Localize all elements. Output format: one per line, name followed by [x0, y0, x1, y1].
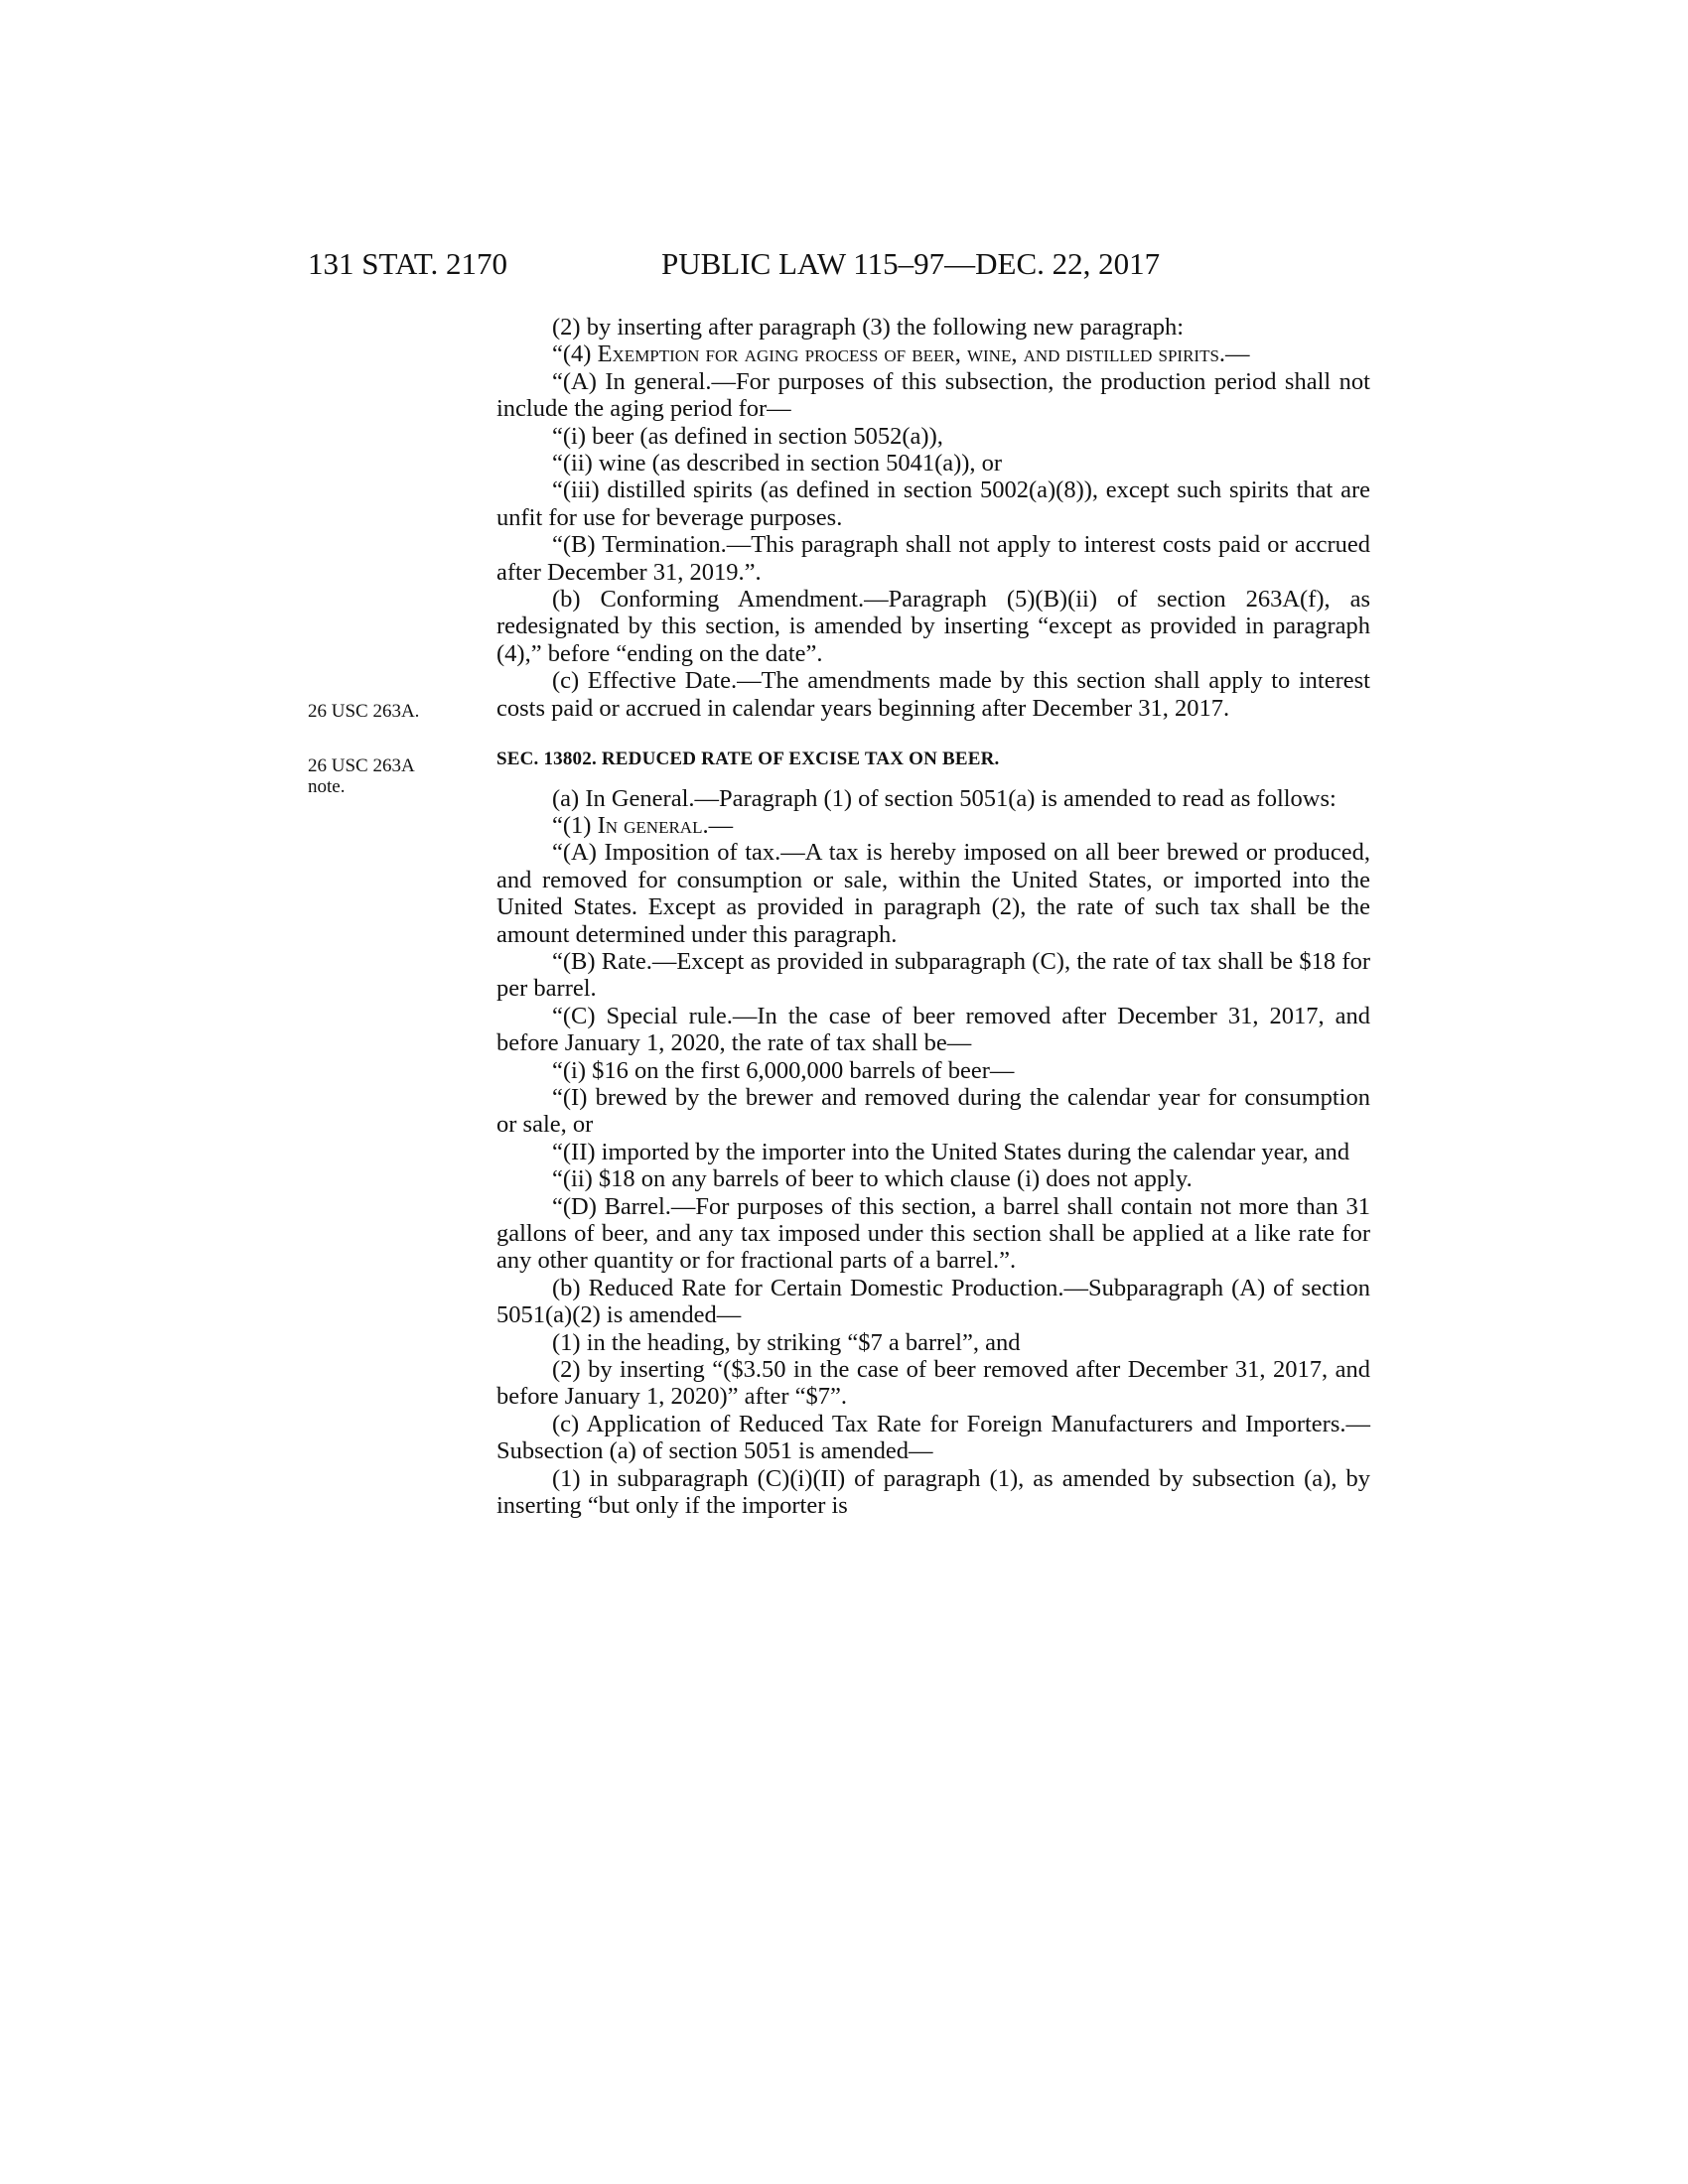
- paragraph-heading: “(4) Exemption for aging process of beer, wine, and distilled spirits.—: [552, 341, 1250, 368]
- public-law-title: PUBLIC LAW 115–97—DEC. 22, 2017: [661, 246, 1161, 281]
- subparagraph: “(D) Barrel.—For purposes of this section, a barrel shall contain not more than 31 gallons of beer, and any tax imposed under this section shall be applied at a like rate for any other quantity or for fractional parts of a barrel.”.: [496, 1192, 1370, 1275]
- margin-note-usc-263a: 26 USC 263A.: [308, 701, 420, 722]
- subparagraph: “(A) Imposition of tax.—A tax is hereby imposed on all beer brewed or produced, and removed for consumption or sale, within the United States, or imported into the United States. Except as provided in paragraph (2), the rate of such tax shall be the amount determined under this paragraph.: [496, 839, 1370, 948]
- subclause: “(II) imported by the importer into the United States during the calendar year, and: [552, 1138, 1350, 1165]
- running-header: [308, 246, 1370, 286]
- clause: “(i) beer (as defined in section 5052(a)),: [552, 422, 943, 450]
- subparagraph: “(B) Rate.—Except as provided in subparagraph (C), the rate of tax shall be $18 for per barrel.: [496, 947, 1370, 1003]
- subsection: (b) Conforming Amendment.—Paragraph (5)(B)(ii) of section 263A(f), as redesignated by this section, is amended by inserting “except as provided in paragraph (4),” before “ending on the date”.: [496, 586, 1370, 667]
- paragraph: (1) in subparagraph (C)(i)(II) of paragraph (1), as amended by subsection (a), by inserting “but only if the importer is: [496, 1464, 1370, 1520]
- clause: “(i) $16 on the first 6,000,000 barrels of beer—: [552, 1056, 1015, 1084]
- section-title: SEC. 13802. REDUCED RATE OF EXCISE TAX ON BEER.: [496, 749, 1000, 770]
- clause: “(ii) $18 on any barrels of beer to which clause (i) does not apply.: [552, 1165, 1193, 1193]
- paragraph-heading: “(1) In general.—: [552, 811, 734, 839]
- subparagraph: “(C) Special rule.—In the case of beer removed after December 31, 2017, and before January 1, 2020, the rate of tax shall be—: [496, 1002, 1370, 1057]
- subsection: (c) Effective Date.—The amendments made by this section shall apply to interest costs paid or accrued in calendar years beginning after December 31, 2017.: [496, 667, 1370, 722]
- subsection: (b) Reduced Rate for Certain Domestic Production.—Subparagraph (A) of section 5051(a)(2) is amended—: [496, 1274, 1370, 1329]
- paragraph: (2) by inserting “($3.50 in the case of beer removed after December 31, 2017, and before January 1, 2020)” after “$7”.: [496, 1356, 1370, 1411]
- subsection: (a) In General.—Paragraph (1) of section 5051(a) is amended to read as follows:: [552, 784, 1336, 812]
- clause: “(iii) distilled spirits (as defined in section 5002(a)(8)), except such spirits that are unfit for use for beverage purposes.: [496, 477, 1370, 531]
- margin-note-usc-263a-note: 26 USC 263A note.: [308, 755, 414, 797]
- subclause: “(I) brewed by the brewer and removed during the calendar year for consumption or sale, or: [496, 1083, 1370, 1139]
- subparagraph: “(B) Termination.—This paragraph shall not apply to interest costs paid or accrued after December 31, 2019.”.: [496, 531, 1370, 586]
- stat-page-number: 131 STAT. 2170: [308, 246, 508, 281]
- subsection: (c) Application of Reduced Tax Rate for Foreign Manufacturers and Importers.—Subsection (a) of section 5051 is amended—: [496, 1410, 1370, 1465]
- paragraph: (2) by inserting after paragraph (3) the following new paragraph:: [552, 314, 1185, 341]
- paragraph: (1) in the heading, by striking “$7 a barrel”, and: [552, 1328, 1021, 1356]
- document-body: [496, 314, 1370, 1519]
- subparagraph: “(A) In general.—For purposes of this subsection, the production period shall not include the aging period for—: [496, 367, 1370, 423]
- clause: “(ii) wine (as described in section 5041(a)), or: [552, 450, 1003, 478]
